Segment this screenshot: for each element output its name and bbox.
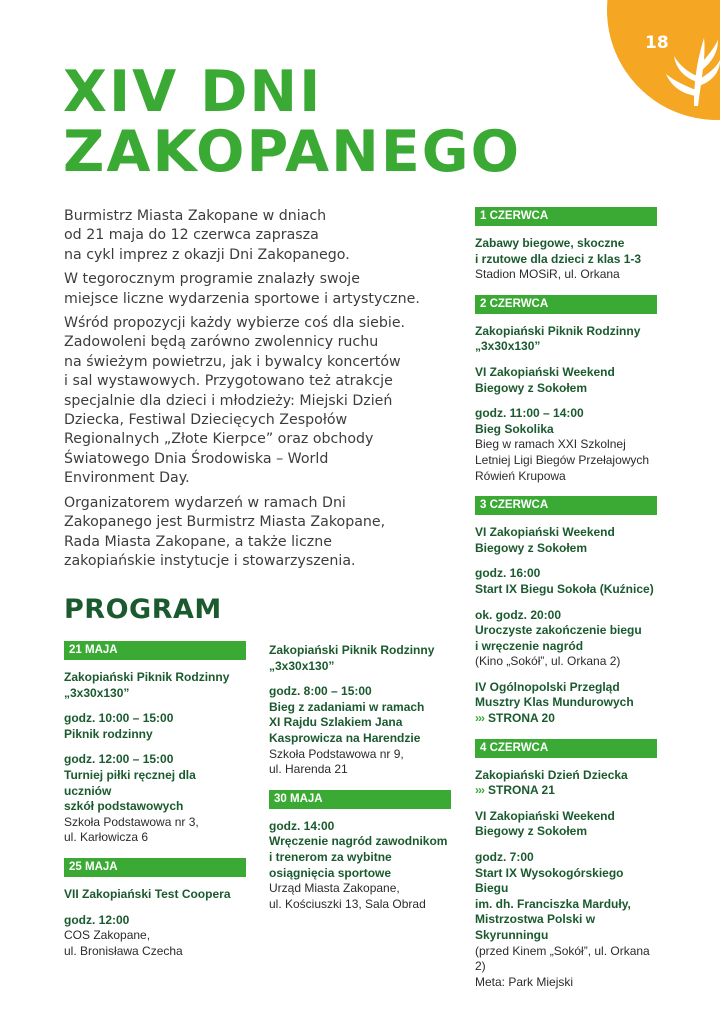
event-title: Zakopiański Dzień Dziecka — [475, 767, 628, 782]
event — [475, 566, 657, 597]
event-location: COS Zakopane, ul. Bronisława Czecha — [64, 928, 183, 958]
triple-chevron-icon: ››› — [475, 783, 484, 798]
event — [475, 680, 657, 727]
event-location: Bieg w ramach XXI Szkolnej Letniej Ligi Biegów Przełajowych Rówień Krupowa — [475, 437, 650, 483]
program-column-2 — [269, 643, 451, 922]
date-band: 1 CZERWCA — [475, 207, 657, 226]
intro-text — [64, 207, 464, 576]
event — [64, 887, 246, 903]
event-title: VI Zakopiański Weekend Biegowy z Sokołem — [475, 525, 615, 555]
event-title: godz. 7:00 Start IX Wysokogórskiego Biegu im. dh. Franciszka Marduły, Mistrzostwa Polski w Skyrunningu — [475, 850, 631, 942]
event — [475, 608, 657, 670]
event-location: Stadion MOSiR, ul. Orkana — [475, 267, 620, 282]
page-reference-label: STRONA 21 — [488, 783, 555, 798]
event-title: Zabawy biegowe, skoczne i rzutowe dla dzieci z klas 1-3 — [475, 236, 642, 266]
date-band: 3 CZERWCA — [475, 496, 657, 515]
event — [269, 684, 451, 778]
event-title: VI Zakopiański Weekend Biegowy z Sokołem — [475, 808, 615, 839]
event-title: godz. 12:00 — [64, 912, 130, 927]
date-band: 21 MAJA — [64, 641, 246, 660]
event — [475, 850, 657, 990]
event-location: (Kino „Sokół”, ul. Orkana 2) — [475, 654, 621, 669]
date-band: 4 CZERWCA — [475, 739, 657, 758]
event-title: godz. 11:00 – 14:00 Bieg Sokolika — [475, 406, 584, 436]
event-title: godz. 12:00 – 15:00 Turniej piłki ręcznej dla uczniów szkół podstawowych — [64, 752, 196, 814]
intro-paragraph: Organizatorem wydarzeń w ramach Dni Zakopanego jest Burmistrz Miasta Zakopane, Rada Miasta Zakopane, a także liczne zakopiańskie instytucje i stowarzyszenia. — [64, 494, 386, 569]
date-band: 25 MAJA — [64, 858, 246, 877]
event-title: godz. 8:00 – 15:00 Bieg z zadaniami w ramach XI Rajdu Szlakiem Jana Kasprowicza na Harendzie — [269, 684, 425, 745]
page-reference-label: STRONA 20 — [488, 711, 555, 726]
event-title: godz. 14:00 Wręczenie nagród zawodnikom i trenerom za wybitne osiągnięcia sportowe — [269, 818, 448, 880]
event — [475, 525, 657, 556]
program-heading: PROGRAM — [64, 594, 222, 625]
program-column-1 — [64, 641, 246, 969]
event-title: VI Zakopiański Weekend Biegowy z Sokołem — [475, 364, 615, 395]
event-title: Zakopiański Piknik Rodzinny „3x30x130” — [64, 670, 230, 700]
wheat-icon — [664, 34, 720, 106]
title-line-1: XIV DNI — [63, 59, 323, 125]
event — [64, 913, 246, 960]
event — [64, 752, 246, 846]
event — [64, 670, 246, 701]
event — [475, 236, 657, 283]
page-reference — [475, 783, 657, 799]
page-title — [63, 59, 522, 185]
event-title: godz. 16:00 Start IX Biegu Sokoła (Kuźnice) — [475, 566, 654, 596]
intro-paragraph: Wśród propozycji każdy wybierze coś dla siebie. Zadowoleni będą zarówno zwolennicy ruchu na świeżym powietrzu, jak i bywalcy koncertów i sal wystawowych. Przygotowano też atrakcje specjalnie dla dzieci i młodzieży: Miejski Dzień Dziecka, Festiwal Dziecięcych Zespołów Regionalnych „Złote Kierpce” oraz obchody Światowego Dnia Środowiska – World Environment Day. — [64, 315, 406, 487]
date-band: 2 CZERWCA — [475, 295, 657, 314]
event — [475, 406, 657, 484]
date-band: 30 MAJA — [269, 790, 451, 809]
event — [475, 809, 657, 840]
program-column-3 — [475, 207, 657, 1000]
event — [269, 643, 451, 674]
event — [475, 365, 657, 396]
event-location: Urząd Miasta Zakopane, ul. Kościuszki 13, Sala Obrad — [269, 881, 426, 911]
page-number: 18 — [645, 33, 669, 53]
triple-chevron-icon: ››› — [475, 711, 484, 726]
event-title: VII Zakopiański Test Coopera — [64, 886, 231, 901]
event-title: Zakopiański Piknik Rodzinny „3x30x130” — [269, 643, 435, 673]
intro-paragraph: W tegorocznym programie znalazły swoje miejsce liczne wydarzenia sportowe i artystyczne. — [64, 271, 420, 307]
event-title: Zakopiański Piknik Rodzinny „3x30x130” — [475, 323, 641, 354]
event-location: Szkoła Podstawowa nr 9, ul. Harenda 21 — [269, 746, 404, 777]
event — [475, 768, 657, 799]
event — [64, 711, 246, 742]
event-title: ok. godz. 20:00 Uroczyste zakończenie biegu i wręczenie nagród — [475, 607, 642, 653]
title-line-2: ZAKOPANEGO — [63, 119, 522, 185]
event-title: godz. 10:00 – 15:00 Piknik rodzinny — [64, 711, 174, 741]
event-location: Szkoła Podstawowa nr 3, ul. Karłowicza 6 — [64, 814, 199, 845]
intro-paragraph: Burmistrz Miasta Zakopane w dniach od 21 maja do 12 czerwca zaprasza na cykl imprez z okazji Dni Zakopanego. — [64, 208, 350, 263]
event — [269, 819, 451, 913]
event — [475, 324, 657, 355]
event-location: (przed Kinem „Sokół”, ul. Orkana 2) Meta: Park Miejski — [475, 943, 650, 989]
event-title: IV Ogólnopolski Przegląd Musztry Klas Mundurowych — [475, 679, 634, 710]
page-reference — [475, 711, 657, 727]
